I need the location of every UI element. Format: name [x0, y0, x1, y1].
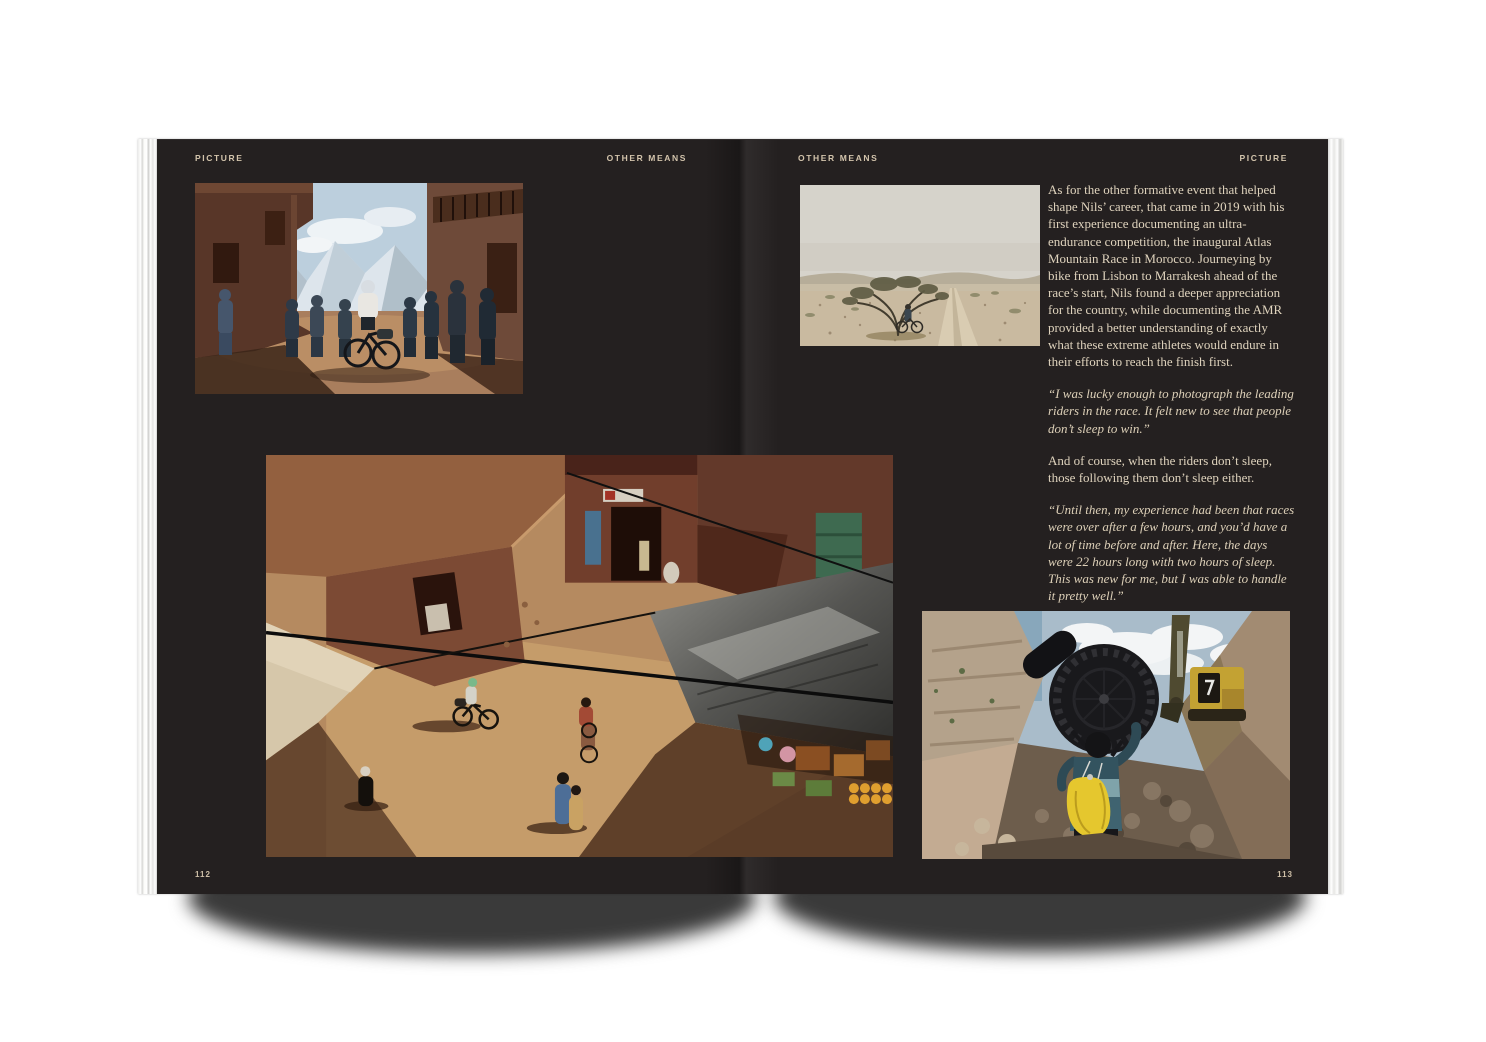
- article-paragraph-2: And of course, when the riders don’t sleep, those following them don’t sleep either.: [1048, 452, 1272, 486]
- right-page-running-head: [798, 153, 1288, 163]
- article-pull-quote-2: “Until then, my experience had been that races were over after a few hours, and you’d have a lot of time before and after. Here, the days were 22 hours long with two hours of sleep. This was new for me, but I was able to handle it pretty well.”: [1048, 502, 1295, 604]
- article-text-column: [1048, 181, 1295, 619]
- page-number-left: 112: [195, 870, 211, 879]
- magazine-spread: [138, 139, 1343, 894]
- left-page-header-left: PICTURE: [195, 153, 244, 163]
- right-page-header-left: OTHER MEANS: [798, 153, 879, 163]
- photo-market-aerial: [266, 455, 893, 857]
- page-number-right: 113: [1277, 870, 1293, 879]
- page-edges-right: [1328, 139, 1343, 894]
- photo-village-group: [195, 183, 523, 394]
- left-page-running-head: [195, 153, 687, 163]
- photo-canyon-carry: [922, 611, 1290, 859]
- photo-desert-tree: [800, 185, 1040, 346]
- article-pull-quote-1: “I was lucky enough to photograph the leading riders in the race. It felt new to see that people don’t sleep to win.”: [1048, 386, 1294, 436]
- article-paragraph-1: As for the other formative event that helped shape Nils’ career, that came in 2019 with his first experience documenting an ultra-endurance competition, the inaugural Atlas Mountain Race in Morocco. Journeying by bike from Lisbon to Marrakesh ahead of the race’s start, Nils found a deeper appreciation for the country, while documenting the AMR provided a better understanding of exactly what these extreme athletes would endure in their efforts to reach the finish first.: [1048, 182, 1285, 370]
- page-edges-left: [138, 139, 157, 894]
- right-page-header-right: PICTURE: [1239, 153, 1288, 163]
- left-page-header-right: OTHER MEANS: [606, 153, 687, 163]
- spread-pages: [157, 139, 1328, 894]
